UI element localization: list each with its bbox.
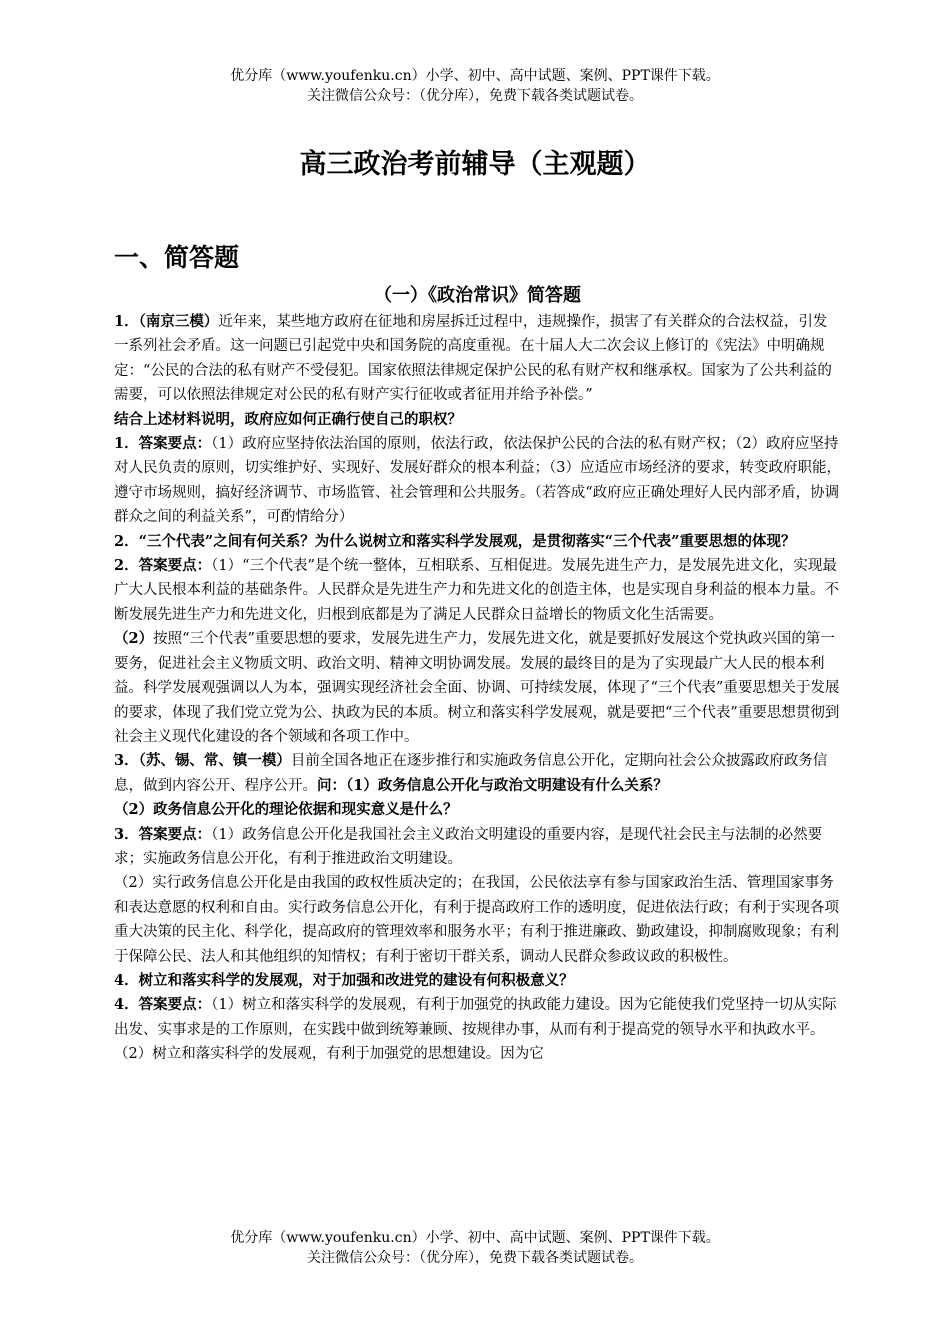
document-body	[114, 282, 841, 1067]
answer-4-text: （1）树立和落实科学的发展观，有利于加强党的执政能力建设。因为它能使我们党坚持一切从实际出发、实事求是的工作原则，在实践中做到统筹兼顾、按规律办事，从而有利于提高党的领导水平和执政水平。（2）树立和落实科学的发展观，有利于加强党的思想建设。因为它	[114, 997, 837, 1063]
question-1-source: （南京三模）	[138, 313, 219, 330]
question-1-prompt: 结合上述材料说明，政府应如何正确行使自己的职权？	[114, 410, 462, 428]
question-1-number: 1．	[114, 313, 139, 330]
question-1	[114, 310, 841, 408]
answer-2-text-2: 按照“三个代表”重要思想的要求，发展先进生产力，发展先进文化，就是要抓好发展这个党执政兴国的第一要务，促进社会主义物质文明、政治文明、精神文明协调发展。发展的最终目的是为了实现最广大人民的根本利益。科学发展观强调以人为本，强调实现经济社会全面、协调、可持续发展，体现了“三个代表”重要思想关于发展的要求，体现了我们党立党为公、执政为民的本质。树立和落实科学发展观，就是要把“三个代表”重要思想贯彻到社会主义现代化建设的各个领域和各项工作中。	[114, 631, 840, 745]
answer-2-part-1	[114, 554, 841, 627]
footer-line-2: 关注微信公众号：（优分库），免费下载各类试题试卷。	[307, 1250, 643, 1266]
question-4: 4．树立和落实科学的发展观，对于加强和改进党的建设有何积极意义？	[114, 971, 574, 989]
header-line-1: 优分库（www.youfenku.cn）小学、初中、高中试题、案例、PPT课件下载。	[230, 68, 720, 84]
answer-2-text-1: （1）“三个代表”是个统一整体，互相联系、互相促进。发展先进生产力，是发展先进文化，实现最广大人民根本利益的基础条件。人民群众是先进生产力和先进文化的创造主体，也是实现自身利益的根本力量。不断发展先进生产力和先进文化，归根到底都是为了满足人民群众日益增长的物质文化生活需要。	[114, 558, 839, 623]
answer-4	[114, 993, 841, 1066]
answer-2-label: 2．答案要点：	[114, 557, 212, 575]
section-title: 一、简答题	[114, 243, 240, 272]
question-3-source: （苏、锡、常、镇一模）	[138, 752, 291, 770]
question-3-prompt-1: 问：（1）政务信息公开化与政治文明建设有什么关系？	[317, 776, 668, 794]
question-3	[114, 749, 841, 798]
answer-4-label: 4．答案要点：	[114, 996, 212, 1014]
subsection-title: （一）《政治常识》简答题	[374, 285, 581, 306]
answer-1-text: （1）政府应坚持依法治国的原则，依法行政，依法保护公民的合法的私有财产权；（2）政府应坚持对人民负责的原则，切实维护好、实现好、发展好群众的根本利益；（3）应适应市场经济的要求，转变政府职能，遵守市场规则，搞好经济调节、市场监管、社会管理和公共服务。（若答成“政府应正确处理好人民内部矛盾，协调群众之间的利益关系”，可酌情给分）	[114, 436, 841, 526]
answer-2-part-2	[114, 627, 841, 749]
question-3-number: 3．	[114, 752, 139, 770]
answer-3-text-1: （1）政务信息公开化是我国社会主义政治文明建设的重要内容，是现代社会民主与法制的必然要求；实施政务信息公开化，有利于推进政治文明建设。	[114, 826, 823, 867]
page-footer	[0, 1228, 950, 1268]
answer-2-part-2-mark: （2）	[114, 630, 154, 648]
page-header	[0, 66, 950, 106]
answer-3-part-1	[114, 823, 841, 872]
question-3-text: 目前全国各地正在逐步推行和实施政务信息公开化，定期向社会公众披露政府政务信息，做到内容公开、程序公开。	[114, 753, 828, 794]
answer-1	[114, 432, 841, 530]
question-3-prompt-2: （2）政务信息公开化的理论依据和现实意义是什么？	[114, 801, 458, 819]
header-line-2: 关注微信公众号：（优分库），免费下载各类试题试卷。	[307, 88, 643, 104]
footer-line-1: 优分库（www.youfenku.cn）小学、初中、高中试题、案例、PPT课件下载。	[230, 1230, 720, 1246]
question-2: 2．“三个代表”之间有何关系？为什么说树立和落实科学发展观，是贯彻落实“三个代表”重要思想的体现？	[114, 532, 796, 550]
answer-1-label: 1．答案要点：	[114, 435, 212, 453]
answer-3-part-2: （2）实行政务信息公开化是由我国的政权性质决定的；在我国，公民依法享有参与国家政治生活、管理国家事务和表达意愿的权利和自由。实行政务信息公开化，有利于提高政府工作的透明度，促进依法行政；有利于实现各项重大决策的民主化、科学化，提高政府的管理效率和服务水平；有利于推进廉政、勤政建设，抑制腐败现象；有利于保障公民、法人和其他组织的知情权；有利于密切干群关系，调动人民群众参政议政的积极性。	[114, 875, 839, 965]
answer-3-label: 3．答案要点：	[114, 825, 212, 843]
document-title: 高三政治考前辅导（主观题）	[299, 149, 651, 180]
question-1-text: 近年来，某些地方政府在征地和房屋拆迁过程中，违规操作，损害了有关群众的合法权益，引发一系列社会矛盾。这一问题已引起党中央和国务院的高度重视。在十届人大二次会议上修订的《宪法》中明确规定：“公民的合法的私有财产不受侵犯。国家依照法律规定保护公民的私有财产权和继承权。国家为了公共利益的需要，可以依照法律规定对公民的私有财产实行征收或者征用并给予补偿。”	[114, 314, 832, 404]
